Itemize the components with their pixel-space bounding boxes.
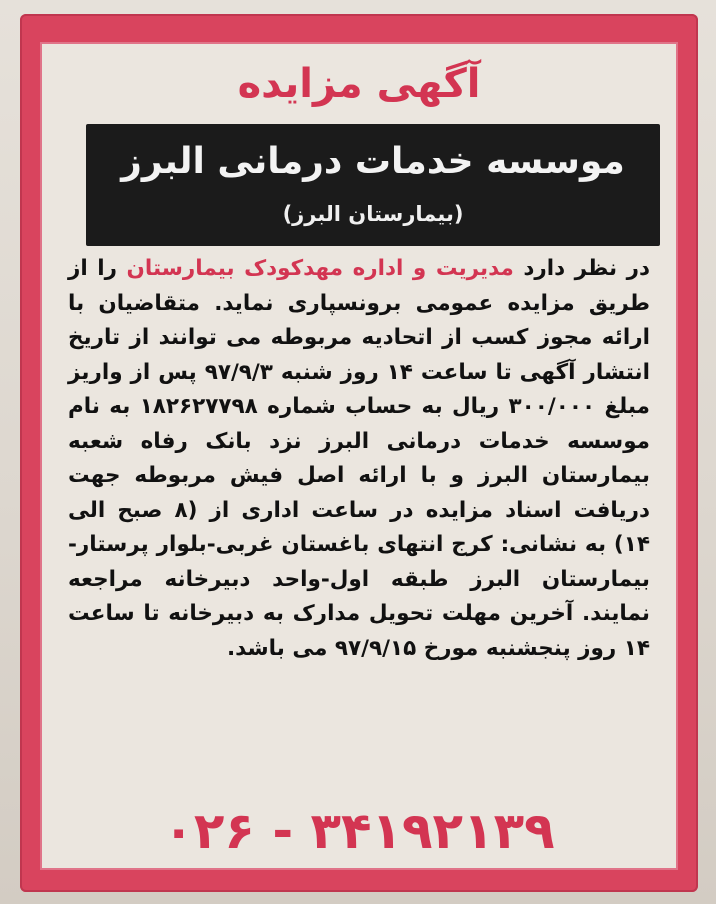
organization-name: موسسه خدمات درمانی البرز	[121, 141, 625, 182]
contact-phone: ۰۲۶ - ۳۴۱۹۲۱۳۹	[163, 802, 555, 860]
ad-panel	[40, 42, 678, 870]
ad-title: آگهی مزایده	[237, 61, 481, 107]
organization-banner	[86, 124, 660, 246]
ad-frame	[20, 14, 698, 892]
ad-body-highlight: مدیریت و اداره مهدکودک بیمارستان	[126, 256, 514, 281]
ad-body	[68, 252, 650, 772]
organization-subtitle: (بیمارستان البرز)	[282, 202, 464, 226]
ad-body-intro: در نظر دارد	[513, 256, 650, 281]
ad-body-text: را از طریق مزایده عمومی برونسپاری نماید. متقاضیان با ارائه مجوز کسب از اتحادیه مربوطه می توانند از تاریخ انتشار آگهی تا ساعت ۱۴ روز شنبه ۹۷/۹/۳ پس از واریز مبلغ ۳۰۰/۰۰۰ ریال به حساب شماره ۱۸۲۶۲۷۷۹۸ به نام موسسه خدمات درمانی البرز نزد بانک رفاه شعبه بیمارستان البرز و با ارائه اصل فیش مربوطه جهت دریافت اسناد مزایده در ساعت اداری از (۸ صبح الی ۱۴) به نشانی: کرج انتهای باغستان غربی-بلوار پرستار-بیمارستان البرز طبقه اول-واحد دبیرخانه مراجعه نمایند. آخرین مهلت تحویل مدارک به دبیرخانه تا ساعت ۱۴ روز پنجشنبه مورخ ۹۷/۹/۱۵ می باشد.	[68, 256, 651, 661]
